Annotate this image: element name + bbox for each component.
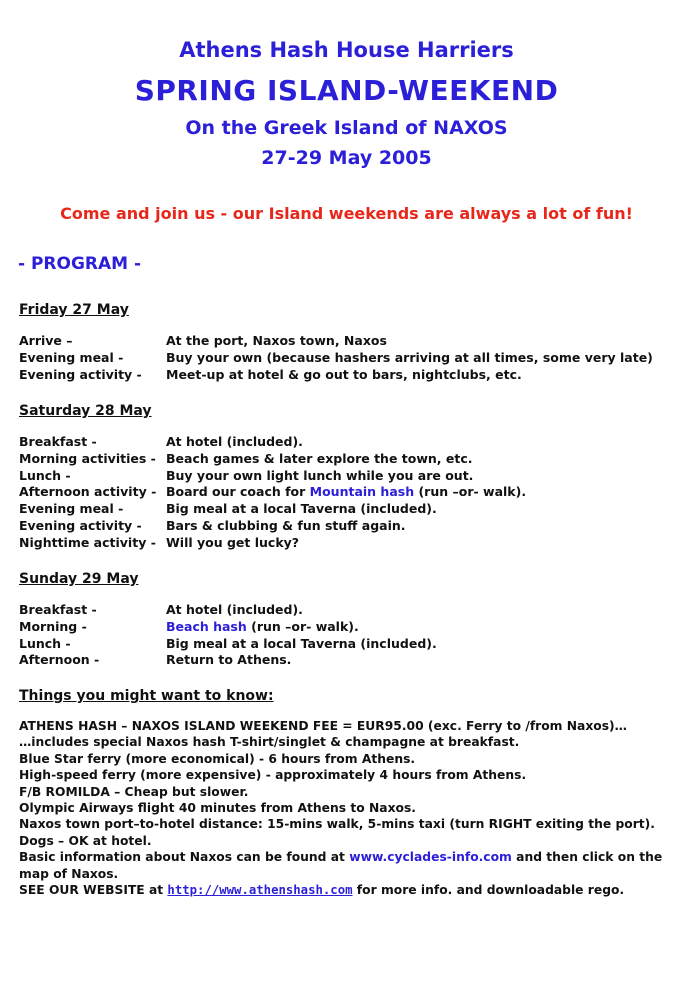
schedule-value: Buy your own light lunch while you are out. — [166, 467, 474, 483]
schedule-value: Will you get lucky? — [166, 534, 300, 550]
event-location: On the Greek Island of NAXOS — [185, 117, 508, 139]
schedule-value: Return to Athens. — [166, 652, 292, 668]
schedule-value-text: (run –or- walk). — [246, 618, 359, 634]
schedule-value-text: Board our coach for — [166, 484, 310, 500]
schedule-value: Bars & clubbing & fun stuff again. — [166, 517, 406, 533]
schedule-row — [19, 602, 303, 619]
schedule-label: Morning activities - — [19, 450, 156, 466]
schedule-row — [19, 333, 387, 350]
event-title: SPRING ISLAND-WEEKEND — [134, 74, 559, 107]
schedule-label: Evening activity - — [19, 517, 142, 533]
info-text: for more info. and downloadable rego. — [352, 883, 625, 898]
info-line: Naxos town port–to-hotel distance: 15-mins walk, 5-mins taxi (turn RIGHT exiting the port). — [19, 817, 655, 832]
schedule-value — [166, 619, 359, 634]
schedule-row — [19, 501, 437, 518]
schedule-label: Nighttime activity - — [19, 534, 156, 550]
info-text: Basic information about Naxos can be found at — [19, 850, 350, 865]
schedule-label: Evening meal - — [19, 349, 124, 365]
day-friday — [19, 302, 653, 383]
info-line: Blue Star ferry (more economical) - 6 hours from Athens. — [19, 751, 416, 766]
event-dates: 27-29 May 2005 — [261, 147, 432, 169]
schedule-label: Evening meal - — [19, 501, 124, 517]
schedule-list — [19, 333, 653, 383]
schedule-value: At the port, Naxos town, Naxos — [166, 333, 387, 348]
schedule-row — [19, 450, 473, 468]
schedule-list — [19, 434, 527, 552]
schedule-row — [19, 517, 406, 535]
info-line: Dogs – OK at hotel. — [19, 833, 152, 848]
schedule-row — [19, 484, 527, 501]
info-heading-wrap — [19, 688, 274, 704]
schedule-row — [19, 635, 437, 653]
day-title: Saturday 28 May — [19, 403, 152, 419]
schedule-row — [19, 652, 292, 669]
info-text: and then click on the map of Naxos. — [19, 850, 663, 881]
info-heading: Things you might want to know: — [19, 688, 274, 704]
info-section — [19, 718, 679, 898]
schedule-value: At hotel (included). — [166, 602, 303, 617]
schedule-label: Arrive – — [19, 333, 73, 348]
info-line: ATHENS HASH – NAXOS ISLAND WEEKEND FEE = EUR95.00 (exc. Ferry to /from Naxos)… — [19, 719, 627, 733]
schedule-row — [19, 349, 653, 367]
info-line: Olympic Airways flight 40 minutes from Athens to Naxos. — [19, 801, 416, 816]
schedule-label: Morning - — [19, 618, 87, 634]
schedule-label: Evening activity - — [19, 366, 142, 382]
day-title: Friday 27 May — [19, 302, 129, 318]
day-saturday — [19, 403, 527, 552]
program-heading: - PROGRAM - — [18, 254, 142, 274]
schedule-label: Afternoon activity - — [19, 484, 157, 500]
schedule-row — [19, 366, 522, 384]
beach-hash-highlight: Beach hash — [166, 618, 247, 634]
website-link[interactable]: http://www.athenshash.com — [167, 883, 353, 898]
schedule-label: Lunch - — [19, 635, 71, 651]
schedule-value: Meet-up at hotel & go out to bars, nightclubs, etc. — [166, 366, 522, 382]
schedule-value: At hotel (included). — [166, 434, 303, 449]
info-line-cyclades — [19, 849, 679, 882]
schedule-row — [19, 467, 474, 485]
info-line: …includes special Naxos hash T-shirt/singlet & champagne at breakfast. — [19, 735, 520, 750]
info-line: F/B ROMILDA – Cheap but slower. — [19, 784, 249, 799]
schedule-value: Big meal at a local Taverna (included). — [166, 501, 437, 517]
day-sunday — [19, 571, 437, 669]
info-line-website — [19, 882, 679, 898]
schedule-value: Buy your own (because hashers arriving at all times, some very late) — [166, 349, 653, 365]
schedule-row — [19, 434, 303, 451]
schedule-label: Afternoon - — [19, 652, 100, 668]
schedule-row — [19, 618, 359, 636]
schedule-label: Breakfast - — [19, 434, 97, 449]
schedule-value — [166, 484, 526, 499]
schedule-row — [19, 534, 300, 552]
schedule-label: Lunch - — [19, 467, 71, 483]
cyclades-link[interactable]: www.cyclades-info.com — [349, 850, 512, 865]
schedule-value: Big meal at a local Taverna (included). — [166, 635, 437, 651]
day-title: Sunday 29 May — [19, 571, 139, 587]
mountain-hash-highlight: Mountain hash — [309, 484, 415, 500]
org-title: Athens Hash House Harriers — [179, 38, 514, 62]
schedule-label: Breakfast - — [19, 602, 97, 617]
schedule-value: Beach games & later explore the town, etc. — [166, 450, 473, 466]
tagline: Come and join us - our Island weekends are always a lot of fun! — [60, 204, 633, 223]
schedule-list — [19, 602, 437, 669]
schedule-value-text: (run –or- walk). — [414, 484, 527, 500]
info-text: SEE OUR WEBSITE at — [19, 883, 168, 898]
info-line: High-speed ferry (more expensive) - approximately 4 hours from Athens. — [19, 768, 527, 783]
